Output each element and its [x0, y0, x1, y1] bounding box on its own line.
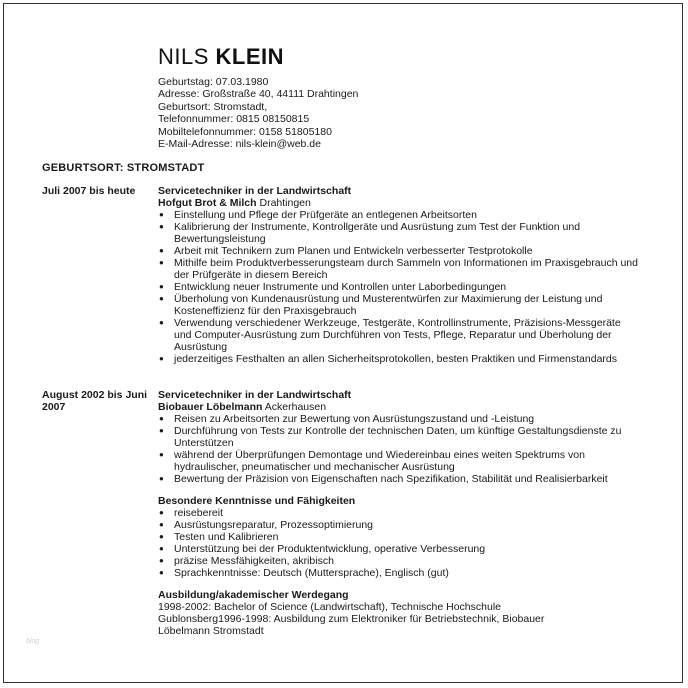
list-item: ● Sprachkenntnisse: Deutsch (Muttersprache), Englisch (gut) [158, 567, 638, 579]
job-company [158, 401, 638, 413]
list-item: ● Kalibrierung der Instrumente, Kontrollgeräte und Ausrüstung zum Test der Funktion und Bewertungsleistung [158, 221, 638, 245]
list-item: ● Einstellung und Pflege der Prüfgeräte an entlegenen Arbeitsorten [158, 209, 638, 221]
education-line: Gublonsberg1996-1998: Ausbildung zum Elektroniker für Betriebstechnik, Biobauer [158, 613, 545, 625]
job-company [158, 197, 638, 209]
list-item: ● Reisen zu Arbeitsorten zur Bewertung von Ausrüstungszustand und -Leistung [158, 413, 638, 425]
list-item: ● Entwicklung neuer Instrumente und Kontrollen unter Laborbedingungen [158, 281, 638, 293]
contact-mobile: Mobiltelefonnummer: 0158 51805180 [158, 125, 332, 138]
job-title: Servicetechniker in der Landwirtschaft [158, 185, 352, 197]
list-item: ● Durchführung von Tests zur Kontrolle der technischen Daten, um künftige Gestaltungsdienste zu Unterstützen [158, 425, 638, 449]
watermark-text: blog [26, 638, 40, 645]
job-title: Servicetechniker in der Landwirtschaft [158, 389, 352, 401]
list-item: ● Unterstützung bei der Produktentwicklung, operative Verbesserung [158, 543, 638, 555]
education-list [158, 601, 638, 637]
job-duties [158, 413, 638, 485]
contact-birthplace: Geburtsort: Stromstadt, [158, 100, 268, 113]
list-item: ● während der Überprüfungen Demontage und Wiedereinbau eines weiten Spektrums von hydraulischer, pneumatischer und mechanischer Ausrüstung [158, 449, 638, 473]
list-item: ● Mithilfe beim Produktverbesserungsteam durch Sammeln von Informationen im Praxisgebrauch und der Prüfgeräte in diesem Bereich [158, 257, 638, 281]
list-item: ● jederzeitiges Festhalten an allen Sicherheitsprotokollen, besten Praktiken und Firmenstandards [158, 353, 638, 365]
resume-header [158, 44, 618, 150]
contact-birthday: Geburtstag: 07.03.1980 [158, 76, 269, 88]
list-item: ● Testen und Kalibrieren [158, 531, 638, 543]
job-content [158, 185, 638, 365]
company-place: Drahtingen [256, 197, 311, 209]
company-place: Ackerhausen [262, 401, 327, 413]
list-item: ● Arbeit mit Technikern zum Planen und Entwickeln verbesserter Testprotokolle [158, 245, 638, 257]
candidate-name [158, 44, 618, 70]
list-item: ● Ausrüstungsreparatur, Prozessoptimierung [158, 519, 638, 531]
section-title: GEBURTSORT: STROMSTADT [42, 162, 205, 174]
contact-phone: Telefonnummer: 0815 08150815 [158, 113, 310, 126]
skills-title: Besondere Kenntnisse und Fähigkeiten [158, 495, 356, 507]
contact-email: E-Mail-Adresse: nils-klein@web.de [158, 138, 321, 151]
company-name: Hofgut Brot & Milch [158, 197, 257, 209]
list-item: ● reisebereit [158, 507, 638, 519]
first-name: NILS [158, 44, 209, 69]
job-date: August 2002 bis Juni 2007 [42, 389, 148, 413]
job-duties [158, 209, 638, 365]
education-title: Ausbildung/akademischer Werdegang [158, 589, 349, 601]
list-item: ● Verwendung verschiedener Werkzeuge, Testgeräte, Kontrollinstrumente, Präzisions-Messgeräte und Computer-Ausrüstung zum Durchführen von Tests, Pflege, Reparatur und Überholung der Ausrüstung [158, 317, 638, 353]
list-item: ● Überholung von Kundenausrüstung und Musterentwürfen zur Maximierung der Leistung und Kosteneffizienz für den Praxisgebrauch [158, 293, 638, 317]
list-item: ● Bewertung der Präzision von Eigenschaften nach Spezifikation, Stabilität und Realisierbarkeit [158, 473, 638, 485]
education-line: 1998-2002: Bachelor of Science (Landwirtschaft), Technische Hochschule [158, 601, 502, 613]
list-item: ● präzise Messfähigkeiten, akribisch [158, 555, 638, 567]
contact-address: Adresse: Großstraße 40, 44111 Drahtingen [158, 88, 359, 101]
skills-list [158, 507, 638, 579]
job-content [158, 389, 638, 637]
education-line: Löbelmann Stromstadt [158, 625, 264, 637]
job-date: Juli 2007 bis heute [42, 185, 136, 197]
company-name: Biobauer Löbelmann [158, 401, 263, 413]
last-name: KLEIN [215, 44, 285, 69]
